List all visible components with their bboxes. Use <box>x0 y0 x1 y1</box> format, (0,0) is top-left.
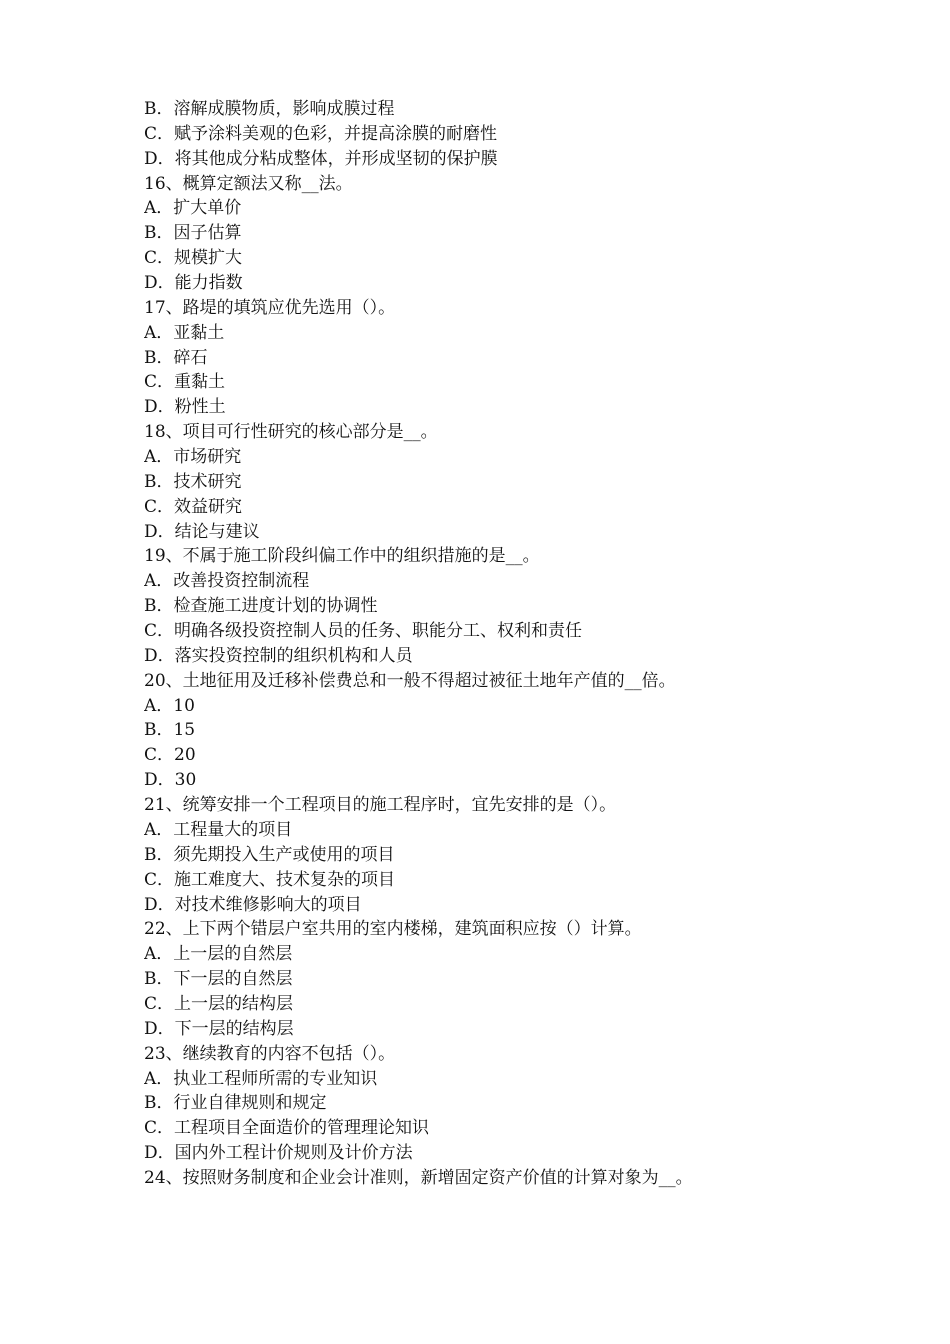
text-line: A．工程量大的项目 <box>144 819 293 840</box>
text-line: 19、不属于施工阶段纠偏工作中的组织措施的是__。 <box>144 546 540 567</box>
text-line: B．下一层的自然层 <box>144 969 293 990</box>
text-line: C．工程项目全面造价的管理理论知识 <box>144 1118 430 1139</box>
text-line: 21、统筹安排一个工程项目的施工程序时，宜先安排的是（）。 <box>144 795 617 816</box>
text-line: 24、按照财务制度和企业会计准则，新增固定资产价值的计算对象为__。 <box>144 1167 693 1188</box>
text-line: 23、继续教育的内容不包括（）。 <box>144 1043 396 1064</box>
text-line: 17、路堤的填筑应优先选用（）。 <box>144 297 396 318</box>
text-line: A．改善投资控制流程 <box>144 571 310 592</box>
text-line: C．赋予涂料美观的色彩，并提高涂膜的耐磨性 <box>144 123 498 144</box>
text-line: A．10 <box>144 695 195 716</box>
text-line: B．溶解成膜物质，影响成膜过程 <box>144 99 395 119</box>
text-line: D．国内外工程计价规则及计价方法 <box>144 1143 413 1164</box>
text-line: 20、土地征用及迁移补偿费总和一般不得超过被征土地年产值的__倍。 <box>144 670 676 691</box>
text-line: 22、上下两个错层户室共用的室内楼梯，建筑面积应按（）计算。 <box>144 919 642 940</box>
text-line: C．规模扩大 <box>144 248 243 269</box>
text-line: C．上一层的结构层 <box>144 993 294 1014</box>
text-line: B．须先期投入生产或使用的项目 <box>144 844 395 865</box>
text-line: B．行业自律规则和规定 <box>144 1093 327 1114</box>
text-line: D．结论与建议 <box>144 521 260 542</box>
text-line: D．对技术维修影响大的项目 <box>144 894 362 915</box>
text-line: C．施工难度大、技术复杂的项目 <box>144 869 396 890</box>
text-line: C．重黏土 <box>144 372 226 393</box>
text-line: A．亚黏土 <box>144 322 225 343</box>
text-line: D．30 <box>144 770 197 791</box>
text-line: D．能力指数 <box>144 273 243 294</box>
text-line: B．检查施工进度计划的协调性 <box>144 596 378 617</box>
text-line: A．上一层的自然层 <box>144 944 293 965</box>
text-line: C．效益研究 <box>144 496 243 517</box>
text-line: 16、概算定额法又称__法。 <box>144 173 353 194</box>
text-line: B．碎石 <box>144 347 208 368</box>
document-body <box>144 97 864 1191</box>
text-line: D．落实投资控制的组织机构和人员 <box>144 645 413 666</box>
text-line: C．20 <box>144 745 196 766</box>
text-line: 18、项目可行性研究的核心部分是__。 <box>144 422 438 443</box>
text-line: A．市场研究 <box>144 447 242 468</box>
text-line: B．15 <box>144 720 196 741</box>
text-line: D．下一层的结构层 <box>144 1018 294 1039</box>
text-line: B．技术研究 <box>144 471 242 492</box>
text-line: A．扩大单价 <box>144 198 242 219</box>
text-line: B．因子估算 <box>144 223 242 244</box>
text-line: D．粉性土 <box>144 397 226 418</box>
text-line: C．明确各级投资控制人员的任务、职能分工、权利和责任 <box>144 621 583 642</box>
text-line: D．将其他成分粘成整体，并形成坚韧的保护膜 <box>144 148 498 169</box>
text-line: A．执业工程师所需的专业知识 <box>144 1068 378 1089</box>
